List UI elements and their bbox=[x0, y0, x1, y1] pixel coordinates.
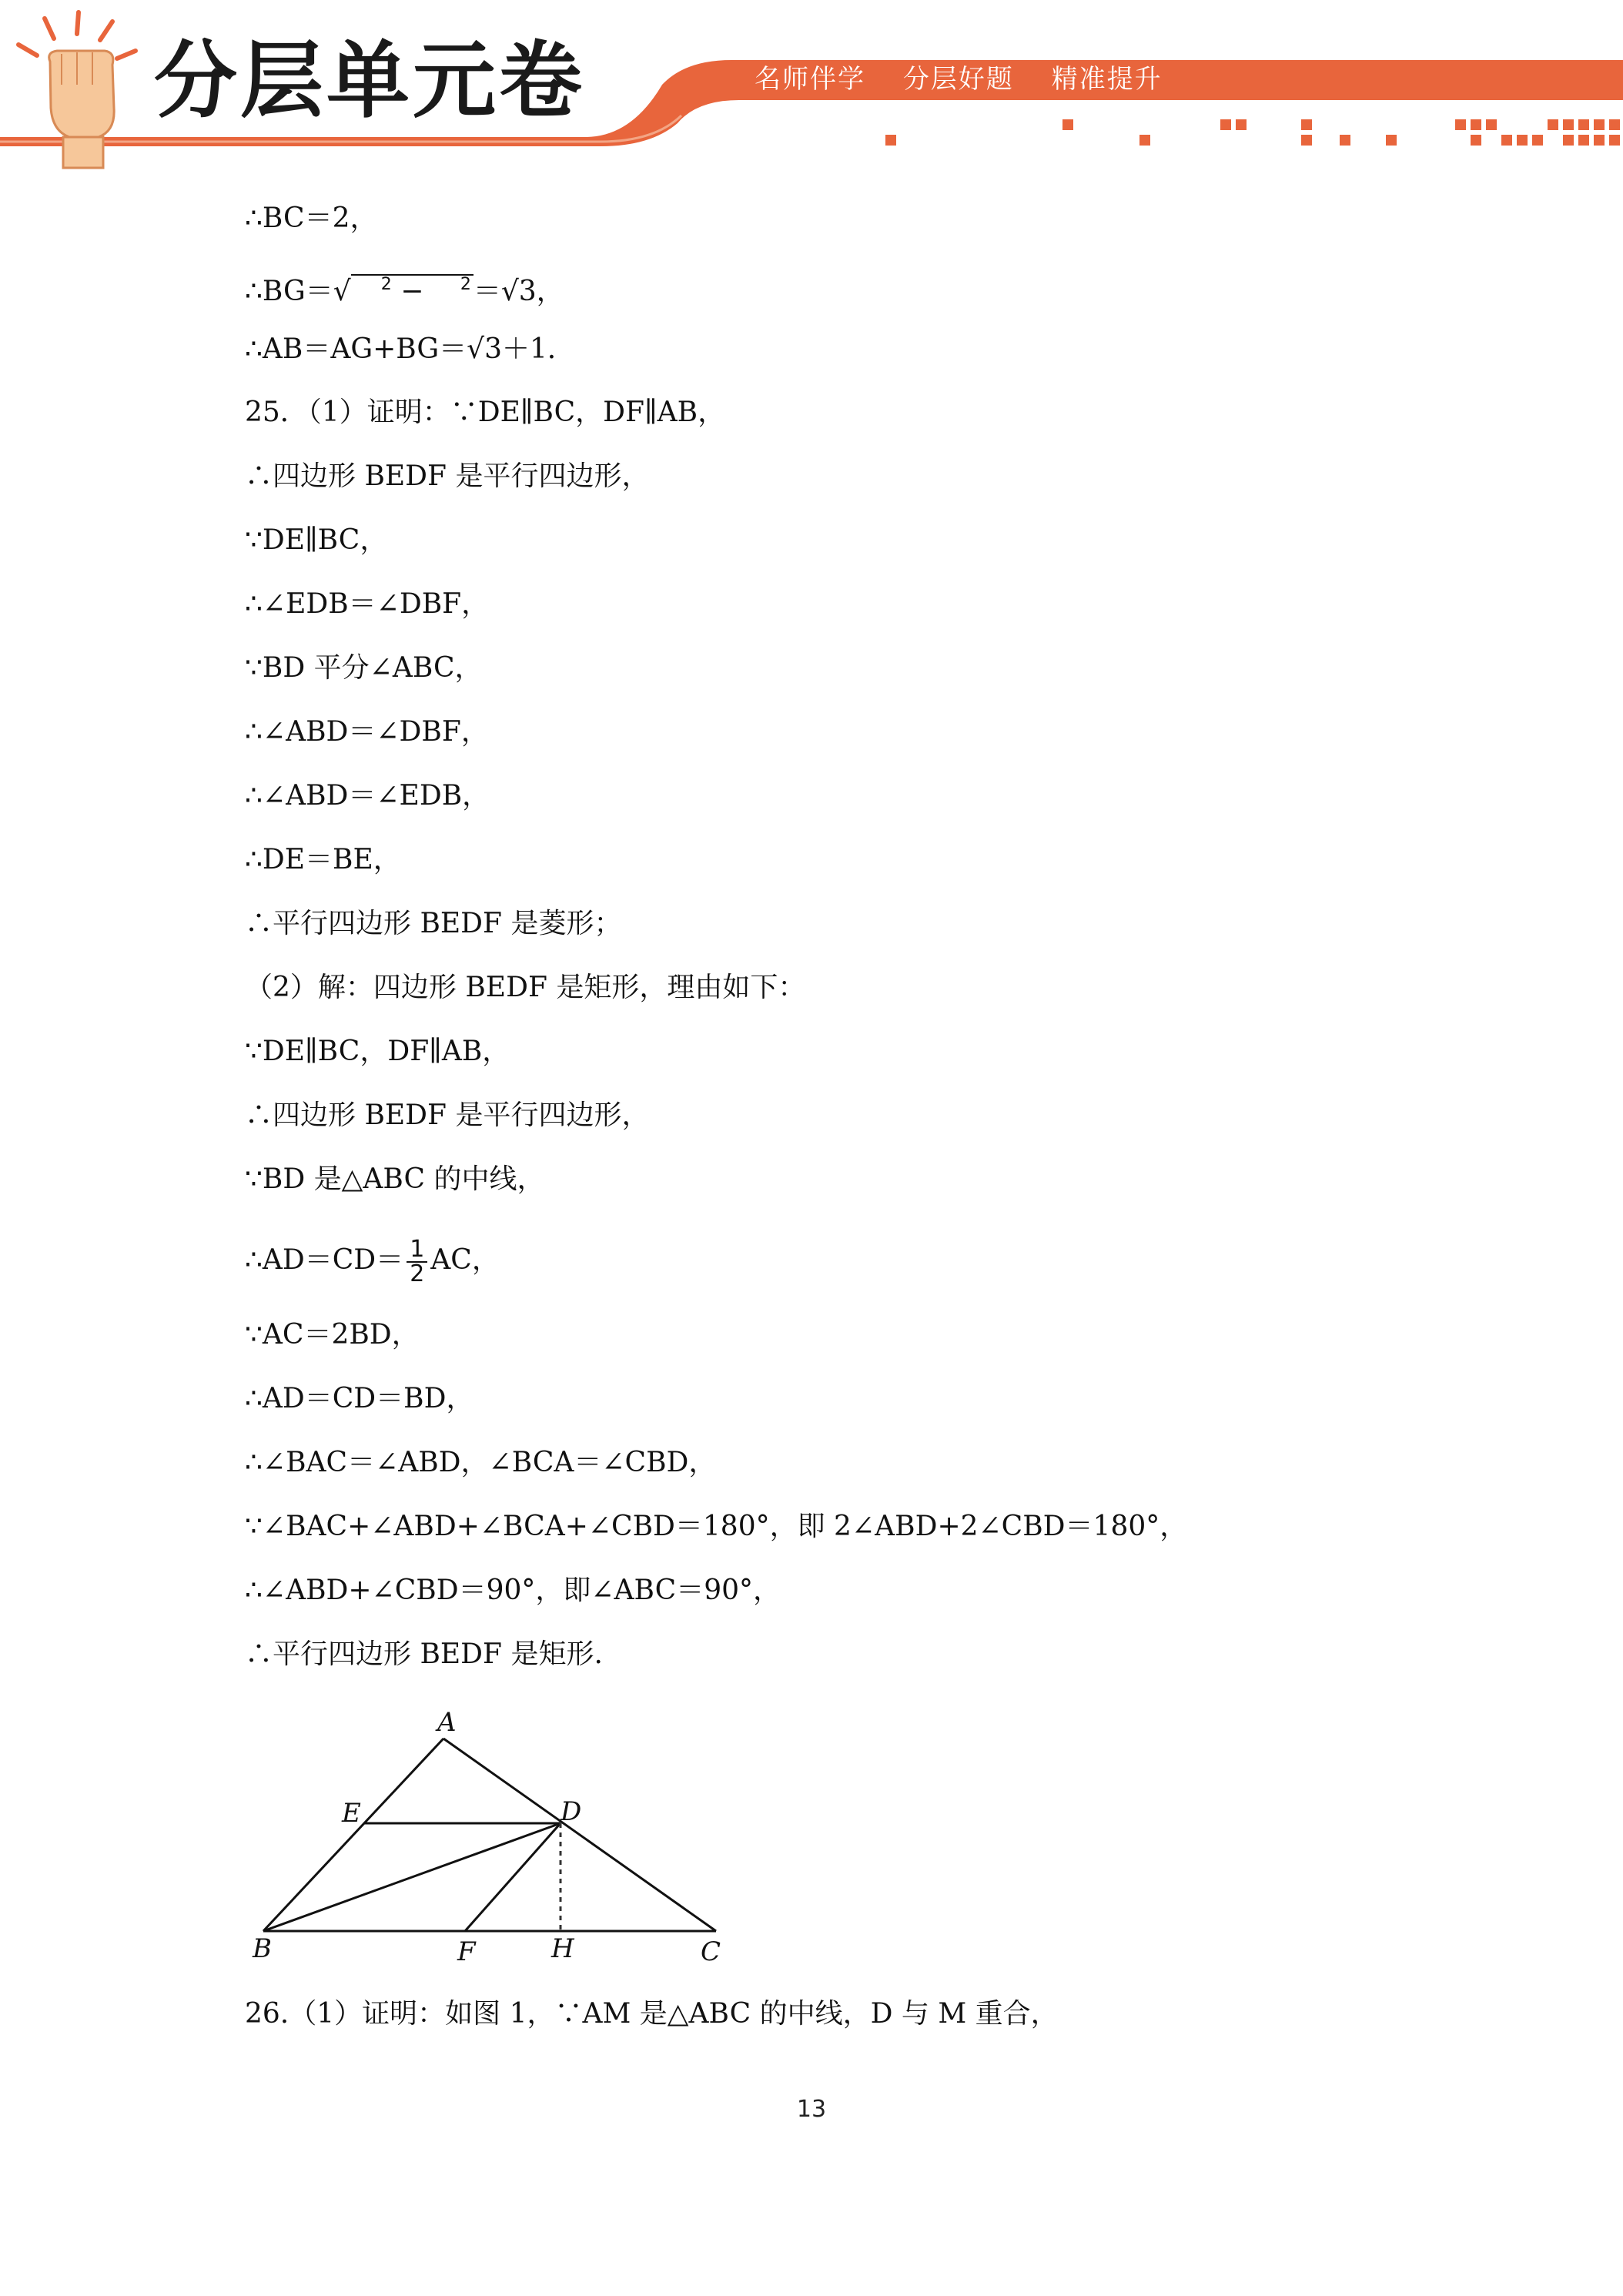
question-26-heading: 26.（1）证明：如图 1，∵AM 是△ABC 的中线，D 与 M 重合， bbox=[245, 1998, 1059, 2030]
text-line: ∵AC＝2BD， bbox=[245, 1319, 420, 1350]
segment-AC bbox=[443, 1739, 716, 1931]
text-line bbox=[245, 268, 564, 309]
fraction bbox=[407, 1238, 427, 1286]
label-H: H bbox=[551, 1933, 574, 1964]
page-header bbox=[0, 0, 1623, 177]
text-segment: AC， bbox=[430, 1244, 500, 1276]
text-line: ∴四边形 BEDF 是平行四边形， bbox=[245, 1099, 650, 1131]
text-line: ∴AB＝AG+BG＝√3＋1． bbox=[245, 333, 575, 365]
radicand: $^2$ − $^2$ bbox=[351, 274, 474, 307]
label-E: E bbox=[342, 1798, 361, 1829]
fist-icon bbox=[8, 8, 146, 177]
text-line: ∴AD＝CD＝BD， bbox=[245, 1383, 474, 1414]
slogan-item: 名师伴学 bbox=[755, 64, 865, 95]
geometry-figure bbox=[246, 1708, 739, 1973]
triangle-diagram bbox=[246, 1708, 739, 1970]
text-line: ∵DE∥BC， bbox=[245, 524, 388, 556]
text-line: ∵BD 平分∠ABC， bbox=[245, 652, 483, 684]
text-line: （2）解：四边形 BEDF 是矩形，理由如下： bbox=[245, 972, 806, 1003]
text-segment: ∴AD＝CD＝ bbox=[245, 1244, 404, 1276]
slogan-item: 分层好题 bbox=[902, 64, 1014, 95]
slogan-item: 精准提升 bbox=[1051, 64, 1163, 95]
question-25-heading: 25．（1）证明：∵DE∥BC，DF∥AB， bbox=[245, 397, 726, 428]
header-slogans bbox=[755, 62, 1340, 97]
sqrt-icon: √ bbox=[333, 276, 351, 307]
text-line: ∴∠ABD＝∠DBF， bbox=[245, 716, 489, 748]
fraction-numerator: 1 bbox=[407, 1238, 427, 1263]
text-line: ∴四边形 BEDF 是平行四边形， bbox=[245, 460, 650, 492]
text-line: ∴∠EDB＝∠DBF， bbox=[245, 588, 490, 620]
fraction-denominator: 2 bbox=[410, 1260, 425, 1287]
text-line: ∵BD 是△ABC 的中线， bbox=[245, 1163, 545, 1195]
text-segment: ＝√3， bbox=[473, 276, 564, 307]
text-line: ∴∠ABD+∠CBD＝90°，即∠ABC＝90°， bbox=[245, 1575, 781, 1606]
label-A: A bbox=[437, 1708, 457, 1738]
text-line: ∴BC＝2， bbox=[245, 202, 378, 234]
text-line: ∴DE＝BE， bbox=[245, 844, 401, 875]
text-segment: ∴BG＝ bbox=[245, 276, 333, 307]
text-line: ∴平行四边形 BEDF 是菱形； bbox=[245, 908, 622, 939]
brand-title: 分层单元卷 bbox=[154, 33, 586, 129]
segment-BD bbox=[263, 1823, 561, 1931]
text-line: ∴∠BAC＝∠ABD，∠BCA＝∠CBD， bbox=[245, 1447, 717, 1478]
text-line bbox=[245, 1233, 500, 1287]
page-number: 13 bbox=[796, 2096, 827, 2123]
label-D: D bbox=[561, 1796, 582, 1827]
text-line: ∵DE∥BC，DF∥AB， bbox=[245, 1036, 510, 1067]
label-C: C bbox=[701, 1936, 721, 1967]
text-line: ∴∠ABD＝∠EDB， bbox=[245, 780, 490, 812]
text-line: ∴平行四边形 BEDF 是矩形. bbox=[245, 1638, 603, 1670]
label-F: F bbox=[457, 1936, 476, 1967]
segment-AB bbox=[263, 1739, 443, 1931]
text-line: ∵∠BAC+∠ABD+∠BCA+∠CBD＝180°，即 2∠ABD+2∠CBD＝180°， bbox=[245, 1511, 1188, 1542]
label-B: B bbox=[253, 1933, 272, 1964]
